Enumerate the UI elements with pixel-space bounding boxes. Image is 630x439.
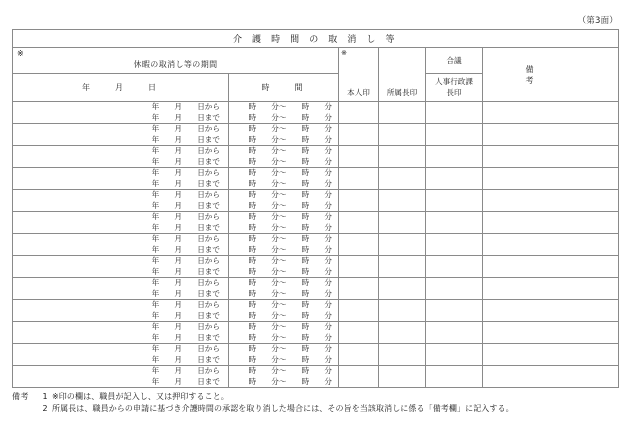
form-title: 介 護 時 間 の 取 消 し 等	[13, 30, 619, 48]
period-time-cell[interactable]	[229, 322, 339, 344]
self-seal-cell[interactable]	[339, 256, 379, 278]
remarks-cell[interactable]	[483, 256, 619, 278]
period-time-cell[interactable]	[229, 212, 339, 234]
table-row	[13, 344, 619, 366]
time-from-label: 時 分～ 時 分	[248, 102, 332, 111]
header-row-top	[13, 48, 619, 74]
period-time-cell[interactable]	[229, 168, 339, 190]
date-to-label: 年 月 日まで	[151, 178, 220, 188]
personnel-division-seal-cell[interactable]	[426, 212, 483, 234]
dept-head-seal-cell[interactable]	[379, 212, 426, 234]
title-row	[13, 30, 619, 48]
period-time-cell[interactable]	[229, 146, 339, 168]
period-date-cell[interactable]	[13, 278, 229, 300]
dept-head-seal-cell[interactable]	[379, 344, 426, 366]
personnel-division-seal-cell[interactable]	[426, 322, 483, 344]
date-from-label: 年 月 日から	[151, 344, 220, 353]
date-to-label: 年 月 日まで	[151, 200, 220, 210]
date-from-label: 年 月 日から	[151, 146, 220, 155]
dept-head-seal-cell[interactable]	[379, 256, 426, 278]
remarks-cell[interactable]	[483, 124, 619, 146]
table-row	[13, 168, 619, 190]
time-from-label: 時 分～ 時 分	[248, 322, 332, 331]
self-seal-cell[interactable]	[339, 212, 379, 234]
period-time-cell[interactable]	[229, 300, 339, 322]
date-from-label: 年 月 日から	[151, 102, 220, 111]
note-row	[12, 391, 618, 403]
time-from-label: 時 分～ 時 分	[248, 168, 332, 177]
period-time-cell[interactable]	[229, 366, 339, 388]
time-to-label: 時 分～ 時 分	[248, 244, 332, 254]
date-from-label: 年 月 日から	[151, 366, 220, 375]
time-from-label: 時 分～ 時 分	[248, 146, 332, 155]
date-to-label: 年 月 日まで	[151, 134, 220, 144]
self-seal-cell[interactable]	[339, 168, 379, 190]
period-date-cell[interactable]	[13, 256, 229, 278]
dept-head-seal-header	[379, 48, 426, 102]
personnel-division-seal-line1: 人事行政課	[435, 77, 473, 86]
dept-head-seal-cell[interactable]	[379, 234, 426, 256]
entry-rows	[13, 102, 619, 388]
dept-head-seal-cell[interactable]	[379, 168, 426, 190]
notes-section	[12, 391, 618, 415]
time-from-label: 時 分～ 時 分	[248, 256, 332, 265]
date-to-label: 年 月 日まで	[151, 156, 220, 166]
remarks-cell[interactable]	[483, 300, 619, 322]
table-row	[13, 190, 619, 212]
dept-head-seal-cell[interactable]	[379, 300, 426, 322]
time-from-label: 時 分～ 時 分	[248, 212, 332, 221]
time-from-label: 時 分～ 時 分	[248, 234, 332, 243]
remarks-header: 備 考	[483, 48, 619, 102]
time-from-label: 時 分～ 時 分	[248, 278, 332, 287]
self-seal-cell[interactable]	[339, 234, 379, 256]
table-row	[13, 146, 619, 168]
note-text: ※印の欄は、職員が記入し、又は押印すること。	[52, 392, 229, 401]
table-row	[13, 300, 619, 322]
page-number-line	[12, 0, 618, 29]
time-to-label: 時 分～ 時 分	[248, 112, 332, 122]
period-date-cell[interactable]	[13, 124, 229, 146]
self-seal-cell[interactable]	[339, 366, 379, 388]
time-to-label: 時 分～ 時 分	[248, 310, 332, 320]
time-from-label: 時 分～ 時 分	[248, 124, 332, 133]
remarks-cell[interactable]	[483, 234, 619, 256]
note-row	[12, 403, 618, 415]
remarks-cell[interactable]	[483, 212, 619, 234]
date-from-label: 年 月 日から	[151, 168, 220, 177]
remarks-cell[interactable]	[483, 190, 619, 212]
time-to-label: 時 分～ 時 分	[248, 266, 332, 276]
self-seal-label: 本人印	[347, 88, 370, 98]
date-to-label: 年 月 日まで	[151, 376, 220, 386]
self-seal-cell[interactable]	[339, 124, 379, 146]
remarks-cell[interactable]	[483, 366, 619, 388]
period-time-cell[interactable]	[229, 102, 339, 124]
table-row	[13, 278, 619, 300]
table-row	[13, 322, 619, 344]
self-seal-cell[interactable]	[339, 102, 379, 124]
table-row	[13, 366, 619, 388]
date-from-label: 年 月 日から	[151, 300, 220, 309]
period-asterisk-mark: ※	[17, 49, 24, 58]
time-from-label: 時 分～ 時 分	[248, 300, 332, 309]
time-from-label: 時 分～ 時 分	[248, 190, 332, 199]
period-date-cell[interactable]	[13, 168, 229, 190]
period-date-cell[interactable]	[13, 234, 229, 256]
time-to-label: 時 分～ 時 分	[248, 156, 332, 166]
dept-head-seal-cell[interactable]	[379, 278, 426, 300]
time-subheader: 時 間	[229, 74, 339, 102]
personnel-division-seal-cell[interactable]	[426, 168, 483, 190]
date-from-label: 年 月 日から	[151, 256, 220, 265]
period-date-cell[interactable]	[13, 102, 229, 124]
personnel-division-seal-cell[interactable]	[426, 278, 483, 300]
time-from-label: 時 分～ 時 分	[248, 344, 332, 353]
remarks-cell[interactable]	[483, 146, 619, 168]
self-seal-cell[interactable]	[339, 322, 379, 344]
dept-head-seal-cell[interactable]	[379, 102, 426, 124]
notes-label: 備考	[12, 392, 29, 401]
time-to-label: 時 分～ 時 分	[248, 222, 332, 232]
time-to-label: 時 分～ 時 分	[248, 178, 332, 188]
period-header-label: 休暇の取消し等の期間	[133, 60, 218, 69]
personnel-division-seal-cell[interactable]	[426, 102, 483, 124]
date-to-label: 年 月 日まで	[151, 310, 220, 320]
dept-head-seal-cell[interactable]	[379, 322, 426, 344]
date-to-label: 年 月 日まで	[151, 112, 220, 122]
remarks-cell[interactable]	[483, 344, 619, 366]
date-from-label: 年 月 日から	[151, 278, 220, 287]
date-to-label: 年 月 日まで	[151, 288, 220, 298]
personnel-division-seal-cell[interactable]	[426, 300, 483, 322]
remarks-cell[interactable]	[483, 102, 619, 124]
personnel-division-seal-cell[interactable]	[426, 366, 483, 388]
table-row	[13, 256, 619, 278]
period-time-cell[interactable]	[229, 344, 339, 366]
period-date-cell[interactable]	[13, 322, 229, 344]
time-to-label: 時 分～ 時 分	[248, 376, 332, 386]
personnel-division-seal-cell[interactable]	[426, 146, 483, 168]
joint-consult-header: 合議	[426, 48, 483, 74]
self-seal-cell[interactable]	[339, 344, 379, 366]
note-number: 2	[42, 404, 48, 413]
period-date-cell[interactable]	[13, 190, 229, 212]
table-row	[13, 234, 619, 256]
dept-head-seal-label: 所属長印	[386, 88, 418, 98]
remarks-cell[interactable]	[483, 278, 619, 300]
date-from-label: 年 月 日から	[151, 124, 220, 133]
self-seal-cell[interactable]	[339, 146, 379, 168]
period-time-cell[interactable]	[229, 278, 339, 300]
personnel-division-seal-cell[interactable]	[426, 234, 483, 256]
time-to-label: 時 分～ 時 分	[248, 134, 332, 144]
self-seal-cell[interactable]	[339, 278, 379, 300]
period-date-cell[interactable]	[13, 146, 229, 168]
period-date-cell[interactable]	[13, 212, 229, 234]
period-header	[13, 48, 339, 74]
self-seal-asterisk-mark: ※	[341, 48, 348, 57]
self-seal-header	[339, 48, 379, 102]
date-to-label: 年 月 日まで	[151, 244, 220, 254]
date-to-label: 年 月 日まで	[151, 222, 220, 232]
date-to-label: 年 月 日まで	[151, 354, 220, 364]
time-to-label: 時 分～ 時 分	[248, 354, 332, 364]
dept-head-seal-cell[interactable]	[379, 366, 426, 388]
note-text: 所属長は、職員からの申請に基づき介護時間の承認を取り消した場合には、その旨を当該取消しに係る「備考欄」に記入する。	[52, 404, 514, 413]
table-row	[13, 124, 619, 146]
personnel-division-seal-cell[interactable]	[426, 256, 483, 278]
date-to-label: 年 月 日まで	[151, 332, 220, 342]
page-number: （第3面）	[577, 16, 618, 26]
period-time-cell[interactable]	[229, 234, 339, 256]
period-time-cell[interactable]	[229, 256, 339, 278]
period-date-cell[interactable]	[13, 366, 229, 388]
time-to-label: 時 分～ 時 分	[248, 332, 332, 342]
period-date-cell[interactable]	[13, 344, 229, 366]
time-from-label: 時 分～ 時 分	[248, 366, 332, 375]
self-seal-cell[interactable]	[339, 300, 379, 322]
table-row	[13, 102, 619, 124]
remarks-cell[interactable]	[483, 322, 619, 344]
personnel-division-seal-cell[interactable]	[426, 190, 483, 212]
period-time-cell[interactable]	[229, 190, 339, 212]
leave-cancellation-table	[12, 29, 626, 388]
date-from-label: 年 月 日から	[151, 212, 220, 221]
personnel-division-seal-cell[interactable]	[426, 124, 483, 146]
remarks-cell[interactable]	[483, 168, 619, 190]
date-from-label: 年 月 日から	[151, 234, 220, 243]
dept-head-seal-cell[interactable]	[379, 190, 426, 212]
time-to-label: 時 分～ 時 分	[248, 200, 332, 210]
self-seal-cell[interactable]	[339, 190, 379, 212]
period-date-cell[interactable]	[13, 300, 229, 322]
date-from-label: 年 月 日から	[151, 322, 220, 331]
personnel-division-seal-line2: 長印	[446, 87, 462, 97]
period-time-cell[interactable]	[229, 124, 339, 146]
dept-head-seal-cell[interactable]	[379, 146, 426, 168]
time-to-label: 時 分～ 時 分	[248, 288, 332, 298]
note-number: 1	[42, 392, 48, 401]
date-from-label: 年 月 日から	[151, 190, 220, 199]
table-row	[13, 212, 619, 234]
personnel-division-seal-header	[426, 74, 483, 102]
dept-head-seal-cell[interactable]	[379, 124, 426, 146]
date-to-label: 年 月 日まで	[151, 266, 220, 276]
date-subheader: 年 月 日	[13, 74, 229, 102]
personnel-division-seal-cell[interactable]	[426, 344, 483, 366]
